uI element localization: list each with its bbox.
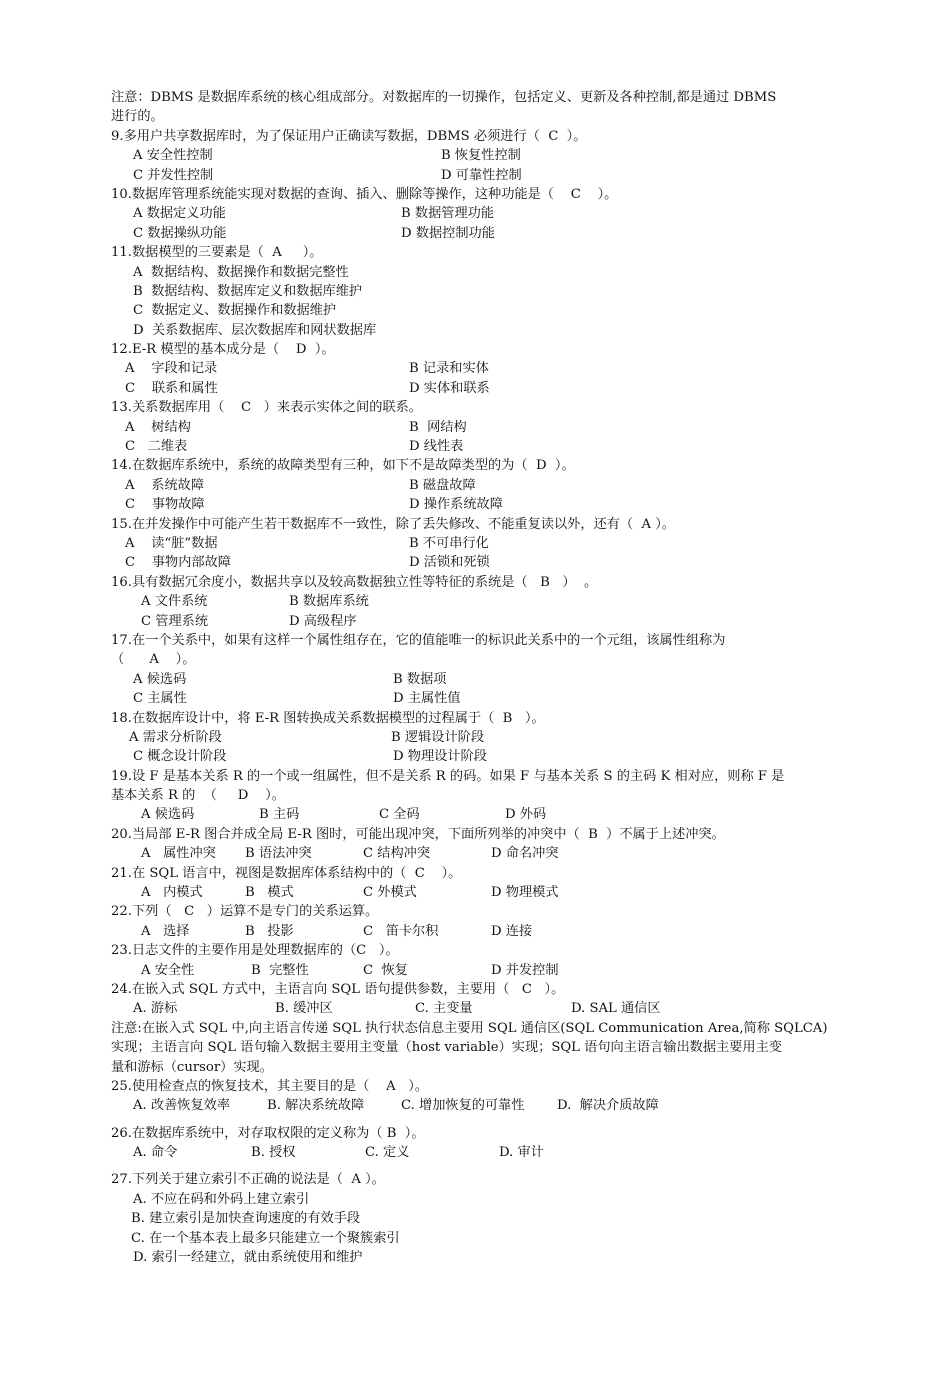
option: A 候选码	[133, 671, 187, 687]
option-row	[111, 1209, 841, 1228]
option: D 主属性值	[393, 691, 461, 707]
option: D 连接	[491, 923, 533, 939]
option-row	[111, 282, 841, 301]
option: B 逻辑设计阶段	[391, 729, 485, 745]
option: C 笛卡尔积	[363, 923, 439, 939]
question-text: 13.关系数据库用（ C ）来表示实体之间的联系。	[111, 400, 422, 416]
option: C 全码	[379, 807, 420, 823]
option-row	[111, 844, 841, 863]
option: C 外模式	[363, 885, 417, 901]
option-row	[111, 1096, 841, 1115]
question-text: 24.在嵌入式 SQL 方式中，主语言向 SQL 语句提供参数，主要用（ C ）。	[111, 981, 565, 997]
option: B. 缓冲区	[275, 1001, 333, 1017]
option: B 语法冲突	[245, 846, 312, 862]
option-row	[111, 961, 841, 980]
option: D 线性表	[409, 439, 464, 455]
option-row	[111, 146, 841, 165]
option: B 数据管理功能	[401, 206, 495, 222]
option: D 可靠性控制	[441, 167, 522, 183]
option: B. 授权	[251, 1145, 296, 1161]
option: B 记录和实体	[409, 361, 489, 377]
option: D 物理模式	[491, 885, 559, 901]
option: C 事物内部故障	[125, 555, 231, 571]
option: A 属性冲突	[141, 846, 216, 862]
note-text: 进行的。	[111, 109, 164, 125]
option: A 系统故障	[125, 477, 205, 493]
option: C 并发性控制	[133, 167, 214, 183]
option: A. 命令	[133, 1145, 178, 1161]
option: D 数据控制功能	[401, 225, 495, 241]
option-row	[111, 592, 841, 611]
option: C 联系和属性	[125, 380, 218, 396]
option: A 需求分析阶段	[129, 729, 222, 745]
option: D. SAL 通信区	[571, 1001, 661, 1017]
option: D. 解决介质故障	[557, 1098, 659, 1114]
option: B 网结构	[409, 419, 467, 435]
option: D 高级程序	[289, 613, 357, 629]
option: B 数据项	[393, 671, 447, 687]
option-row	[111, 1143, 841, 1162]
option: C 二维表	[125, 439, 188, 455]
question-text: 20.当局部 E-R 图合并成全局 E-R 图时，可能出现冲突，下面所列举的冲突中（ B ）不属于上述冲突。	[111, 826, 725, 842]
option-row	[111, 999, 841, 1018]
option: B 不可串行化	[409, 535, 489, 551]
option-row	[111, 670, 841, 689]
option: B 主码	[259, 807, 300, 823]
question-text: 15.在并发操作中可能产生若干数据库不一致性，除了丢失修改、不能重复读以外，还有（ A ）。	[111, 516, 675, 532]
option-row	[111, 224, 841, 243]
option: D 外码	[505, 807, 547, 823]
option: B 模式	[245, 885, 294, 901]
option: A 数据结构、数据操作和数据完整性	[133, 264, 349, 280]
option: C. 定义	[365, 1145, 410, 1161]
option: C 恢复	[363, 962, 408, 978]
question-text: 9.多用户共享数据库时，为了保证用户正确读写数据，DBMS 必须进行（ C ）。	[111, 128, 587, 144]
note-text: 量和游标（cursor）实现。	[111, 1059, 273, 1075]
option-row	[111, 1229, 841, 1248]
option: D 并发控制	[491, 962, 559, 978]
option: C 主属性	[133, 691, 187, 707]
question-text: 22.下列（ C ）运算不是专门的关系运算。	[111, 904, 379, 920]
option: A 候选码	[141, 807, 195, 823]
option: C 结构冲突	[363, 846, 431, 862]
option: A 树结构	[125, 419, 191, 435]
option: D 物理设计阶段	[393, 749, 487, 765]
note-text: 注意：DBMS 是数据库系统的核心组成部分。对数据库的一切操作，包括定义、更新及各种控制,都是通过 DBMS	[111, 90, 777, 105]
option: C. 在一个基本表上最多只能建立一个聚簇索引	[131, 1230, 400, 1246]
note-text: 注意:在嵌入式 SQL 中,向主语言传递 SQL 执行状态信息主要用 SQL 通信区(SQL Communication Area,简称 SQLCA)	[111, 1020, 828, 1036]
option: B. 解决系统故障	[267, 1098, 365, 1114]
question-text: 21.在 SQL 语言中，视图是数据库体系结构中的（ C ）。	[111, 865, 462, 881]
question-text: 23.日志文件的主要作用是处理数据库的（C ）。	[111, 943, 399, 959]
option-row	[111, 922, 841, 941]
question-text: 18.在数据库设计中，将 E-R 图转换成关系数据模型的过程属于（ B ）。	[111, 710, 545, 726]
question-text: 12.E-R 模型的基本成分是（ D ）。	[111, 342, 335, 358]
question-text: 10.数据库管理系统能实现对数据的查询、插入、删除等操作，这种功能是（ C ）。	[111, 186, 618, 202]
option-row	[111, 534, 841, 553]
question-text: 26.在数据库系统中，对存取权限的定义称为（ B ）。	[111, 1125, 425, 1141]
option-row	[111, 418, 841, 437]
option: A 文件系统	[141, 594, 208, 610]
option: C 管理系统	[141, 613, 209, 629]
option: A 选择	[141, 923, 190, 939]
option: A. 游标	[133, 1001, 178, 1017]
question-text: 16.具有数据冗余度小，数据共享以及较高数据独立性等特征的系统是（ B ） 。	[111, 574, 598, 590]
option: C 事物故障	[125, 497, 205, 513]
option: B 完整性	[251, 962, 309, 978]
exam-page	[111, 88, 841, 1267]
option: B 数据库系统	[289, 594, 369, 610]
question-text-cont: （ A ）。	[111, 652, 196, 668]
option-row	[111, 747, 841, 766]
option-row	[111, 166, 841, 185]
option-row	[111, 204, 841, 223]
option-row	[111, 379, 841, 398]
option: C. 增加恢复的可靠性	[401, 1098, 525, 1114]
option: C 概念设计阶段	[133, 749, 227, 765]
question-text-cont: 基本关系 R 的 （ D ）。	[111, 788, 285, 804]
option-row	[111, 883, 841, 902]
option-row	[111, 689, 841, 708]
option: B 恢复性控制	[441, 148, 521, 164]
option: C 数据定义、数据操作和数据维护	[133, 303, 337, 319]
option: B 投影	[245, 923, 294, 939]
option-row	[111, 301, 841, 320]
option: B 数据结构、数据库定义和数据库维护	[133, 283, 363, 299]
option: A 安全性控制	[133, 148, 213, 164]
option: D 活锁和死锁	[409, 555, 490, 571]
option-row	[111, 1190, 841, 1209]
option: C. 主变量	[415, 1001, 473, 1017]
option-row	[111, 553, 841, 572]
option: A. 不应在码和外码上建立索引	[133, 1191, 310, 1207]
spacer	[111, 1116, 841, 1124]
spacer	[111, 1162, 841, 1170]
option-row	[111, 263, 841, 282]
option: A 字段和记录	[125, 361, 218, 377]
question-text: 27.下列关于建立索引不正确的说法是（ A ）。	[111, 1172, 385, 1188]
option: A 数据定义功能	[133, 206, 226, 222]
option: A 内模式	[141, 885, 203, 901]
option: B 磁盘故障	[409, 477, 476, 493]
option-row	[111, 321, 841, 340]
option-row	[111, 437, 841, 456]
option: A 读“脏”数据	[125, 535, 218, 551]
option: A 安全性	[141, 962, 195, 978]
option: D 实体和联系	[409, 380, 490, 396]
question-text: 25.使用检查点的恢复技术，其主要目的是（ A ）。	[111, 1078, 428, 1094]
question-text: 14.在数据库系统中，系统的故障类型有三种，如下不是故障类型的为（ D ）。	[111, 458, 575, 474]
question-text: 19.设 F 是基本关系 R 的一个或一组属性，但不是关系 R 的码。如果 F 与基本关系 S 的主码 K 相对应，则称 F 是	[111, 768, 785, 784]
note-text: 实现；主语言向 SQL 语句输入数据主要用主变量（host variable）实现；SQL 语句向主语言输出数据主要用主变	[111, 1040, 782, 1056]
option-row	[111, 359, 841, 378]
option: D. 审计	[499, 1145, 544, 1161]
option-row	[111, 495, 841, 514]
option: D. 索引一经建立，就由系统使用和维护	[133, 1250, 363, 1266]
option: D 操作系统故障	[409, 497, 503, 513]
question-text: 11.数据模型的三要素是（ A ）。	[111, 245, 323, 261]
question-text: 17.在一个关系中，如果有这样一个属性组存在，它的值能唯一的标识此关系中的一个元组，该属性组称为	[111, 632, 726, 648]
option: A. 改善恢复效率	[133, 1098, 231, 1114]
option-row	[111, 1248, 841, 1267]
option: B. 建立索引是加快查询速度的有效手段	[131, 1211, 361, 1227]
option: D 命名冲突	[491, 846, 559, 862]
option-row	[111, 805, 841, 824]
option-row	[111, 612, 841, 631]
option-row	[111, 476, 841, 495]
option-row	[111, 728, 841, 747]
option: C 数据操纵功能	[133, 225, 227, 241]
option: D 关系数据库、层次数据库和网状数据库	[133, 322, 377, 338]
